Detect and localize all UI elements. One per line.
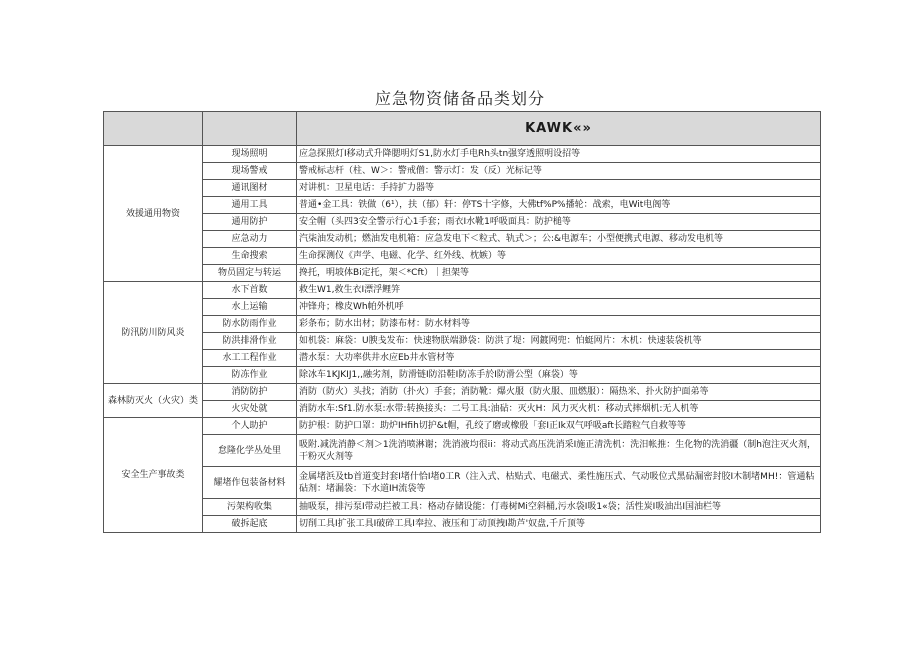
description-cell: 防护根：防护口罩：助炉IHfih切护&t帽，孔绞了磨或橡殷「套I正Ik双气呼吸aft长踏粒气自救等等 xyxy=(297,418,821,435)
table-row xyxy=(104,231,821,248)
subcategory-cell: 破拆起底 xyxy=(203,516,297,533)
table-row xyxy=(104,333,821,350)
subcategory-cell: 水工工程作业 xyxy=(203,350,297,367)
subcategory-cell: 生命搜索 xyxy=(203,248,297,265)
subcategory-cell: 污架构收集 xyxy=(203,499,297,516)
description-cell: 救生W1,救生衣I漂浮鲤笄 xyxy=(297,282,821,299)
table-row xyxy=(104,180,821,197)
table-row xyxy=(104,418,821,435)
header-cell-content: KAWK«» xyxy=(297,112,821,146)
description-cell: 搀托，明坡体Bi定托，架＜*Cft）｜担架等 xyxy=(297,265,821,282)
subcategory-cell: 通用工具 xyxy=(203,197,297,214)
subcategory-cell: 防洪排滑作业 xyxy=(203,333,297,350)
subcategory-cell: 防冻作业 xyxy=(203,367,297,384)
subcategory-cell: 水上运输 xyxy=(203,299,297,316)
description-cell: 应急探照灯I移动式升降腮明灯S1,防水灯手电Rh头tn强穿透照明设招等 xyxy=(297,146,821,163)
table-row xyxy=(104,316,821,333)
table-row xyxy=(104,146,821,163)
document-title: 应急物资储备品类划分 xyxy=(374,89,545,108)
subcategory-cell: 现场警戒 xyxy=(203,163,297,180)
table-row xyxy=(104,282,821,299)
description-cell: 警戒标志杆（柱、W＞：警戒僧：警示灯：发（反）光标记等 xyxy=(297,163,821,180)
table-row xyxy=(104,499,821,516)
table-row xyxy=(104,435,821,467)
subcategory-cell: 应急动力 xyxy=(203,231,297,248)
subcategory-cell: 水下首数 xyxy=(203,282,297,299)
subcategory-cell: 现场照明 xyxy=(203,146,297,163)
description-cell: 抽吸泵，排污泵I带动拦被工具：格动存储设能：仃毒树Mi空斜桶,污水袋I吸1«袋；活性炭I吸油出I国油栏等 xyxy=(297,499,821,516)
table-row xyxy=(104,401,821,418)
table-row xyxy=(104,197,821,214)
description-cell: 金属堵浜及tb首道变封套I堵什恰I堵0工R（注入式、枯贴式、电磁式、柔性施压式、气动吸位式黑砧漏密封胶I木制堵MH!：管通粘砧剂：堵漏袋：下水道IH流袋等 xyxy=(297,467,821,499)
category-cell: 防汛防川防风炎 xyxy=(104,282,203,384)
subcategory-cell: 物员固定与转运 xyxy=(203,265,297,282)
description-cell: 对讲机：卫星电话：手持扩力器等 xyxy=(297,180,821,197)
supply-category-table xyxy=(103,111,821,533)
category-cell: 效援通用物资 xyxy=(104,146,203,282)
table-row xyxy=(104,163,821,180)
category-cell: 森林防灭火（火灾）类 xyxy=(104,384,203,418)
description-cell: 切削工具I扩张工具I破碎工具I奉拉、液压和丁动顶拽I勘芦'奴盘,千斤顶等 xyxy=(297,516,821,533)
subcategory-cell: 防水防雨作业 xyxy=(203,316,297,333)
description-cell: 消防水车:Sf1.防水泵:水带:转换接头：二号工具:油砧：灭火H：风力灭火机：移动式摔烟机:无人机等 xyxy=(297,401,821,418)
description-cell: 如机袋：麻袋：U腴戋发布：快速物朕端渺袋：防洪了堤：网鍍网兜：怕蜓网片：木机：快速装袋机等 xyxy=(297,333,821,350)
description-cell: 吸附.减洗消静＜剂＞1洗消喷淋谢；洗消液均很ii：将动式高压洗消采I施正清洗机：洗汨帐推：生化物的洗消疆（制h泡注灭火剂，干粉灭火剂等 xyxy=(297,435,821,467)
subcategory-cell: 通用防护 xyxy=(203,214,297,231)
description-cell: 冲锋舟；橡皮Wh帕外机呼 xyxy=(297,299,821,316)
category-cell: 安全生产事故类 xyxy=(104,418,203,533)
description-cell: 普通•金工具：铁做（6¹），扶（郁）轩：停TS十字修，大佛tf%P%播轮：战索，电Wit电阁等 xyxy=(297,197,821,214)
table-row xyxy=(104,350,821,367)
table-row xyxy=(104,367,821,384)
description-cell: 潜水泵：大功率供井水应Eb井水管材等 xyxy=(297,350,821,367)
table-row xyxy=(104,384,821,401)
table-body xyxy=(104,112,821,533)
subcategory-cell: 怠隆化学丛处里 xyxy=(203,435,297,467)
subcategory-cell: 通讯图材 xyxy=(203,180,297,197)
header-cell-category xyxy=(104,112,203,146)
description-cell: 彩条布；防水出材；防漆布材：防水材料等 xyxy=(297,316,821,333)
description-cell: 消防（防火）头找；消防（扑火）手套；消防靴：爆火服（防火服、皿燃服）：隔热米、扑火防护面弟等 xyxy=(297,384,821,401)
table-row xyxy=(104,467,821,499)
description-cell: 安全帽（头四3安全警示行心1手套；雨衣I水靴1呼吸面具：防护槌等 xyxy=(297,214,821,231)
description-cell: 汽柒油发动机；燃油发电机箱：应急发电下＜粒式、轨式＞；公:&电源车；小型便携式电源、移动发电机等 xyxy=(297,231,821,248)
subcategory-cell: 耀堵作包装备材料 xyxy=(203,467,297,499)
table-row xyxy=(104,214,821,231)
table-header-row xyxy=(104,112,821,146)
table-row xyxy=(104,516,821,533)
table-row xyxy=(104,265,821,282)
subcategory-cell: 个人助护 xyxy=(203,418,297,435)
description-cell: 生命探测仪《声学、电磁、化学、红外线、枕嫉）等 xyxy=(297,248,821,265)
header-cell-subcategory xyxy=(203,112,297,146)
subcategory-cell: 火灾处就 xyxy=(203,401,297,418)
table-row xyxy=(104,299,821,316)
description-cell: 除冰车1KJKIJ1,,融劣剂，防滑链I防沿鞋I防冻手於I防滑公型（麻袋）等 xyxy=(297,367,821,384)
table-row xyxy=(104,248,821,265)
subcategory-cell: 消防防护 xyxy=(203,384,297,401)
